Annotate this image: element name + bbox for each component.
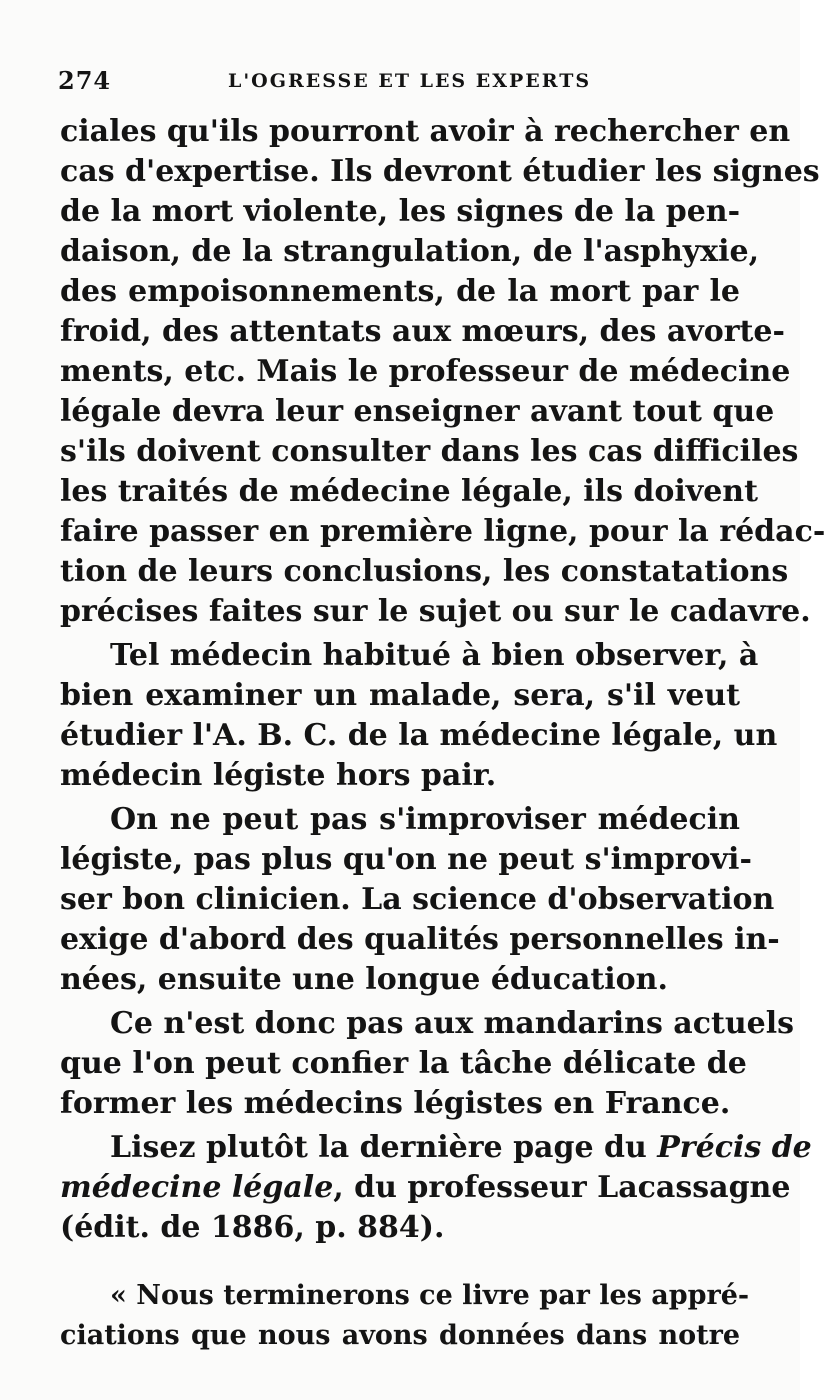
- text-line: tion de leurs conclusions, les constatations: [60, 554, 789, 589]
- text-run: Lisez plutôt la dernière page du: [110, 1130, 658, 1165]
- book-title-part: médecine légale: [60, 1170, 334, 1205]
- text-line: les traités de médecine légale, ils doivent: [60, 474, 758, 509]
- text-line: exige d'abord des qualités personnelles in-: [60, 922, 780, 957]
- paragraph-3: [60, 800, 780, 1000]
- text-line: de la mort violente, les signes de la pen-: [60, 194, 741, 229]
- book-title-part: Précis de: [657, 1130, 812, 1165]
- text-line: (édit. de 1886, p. 884).: [60, 1210, 445, 1245]
- paragraph-1: [60, 112, 825, 632]
- text-line: Ce n'est donc pas aux mandarins actuels: [110, 1006, 795, 1041]
- text-line: des empoisonnements, de la mort par le: [60, 274, 740, 309]
- text-run: , du professeur Lacassagne: [333, 1170, 791, 1205]
- text-line: On ne peut pas s'improviser médecin: [110, 802, 740, 837]
- text-line: cas d'expertise. Ils devront étudier les signes: [60, 154, 820, 189]
- text-line: former les médecins légistes en France.: [60, 1086, 731, 1121]
- text-line: ciales qu'ils pourront avoir à rechercher en: [60, 114, 791, 149]
- text-line: que l'on peut confier la tâche délicate de: [60, 1046, 747, 1081]
- body-text: [60, 112, 825, 1356]
- text-line: daison, de la strangulation, de l'asphyxie,: [60, 234, 760, 269]
- paragraph-4: [60, 1004, 795, 1124]
- text-line: légiste, pas plus qu'on ne peut s'improvi-: [60, 842, 752, 877]
- text-line: Tel médecin habitué à bien observer, à: [110, 638, 759, 673]
- text-line: [60, 1128, 812, 1168]
- text-line: faire passer en première ligne, pour la rédac-: [60, 514, 825, 549]
- text-line: froid, des attentats aux mœurs, des avorte-: [60, 314, 785, 349]
- text-line: médecin légiste hors pair.: [60, 758, 497, 793]
- text-line: ciations que nous avons données dans notre: [60, 1320, 740, 1351]
- text-line: étudier l'A. B. C. de la médecine légale, un: [60, 718, 778, 753]
- paragraph-2: [60, 636, 778, 796]
- paragraph-5: [60, 1128, 812, 1248]
- text-line: ser bon clinicien. La science d'observation: [60, 882, 775, 917]
- quotation: [60, 1276, 750, 1356]
- page-header: [58, 66, 758, 106]
- text-line: nées, ensuite une longue éducation.: [60, 962, 668, 997]
- page-number: 274: [58, 66, 112, 95]
- text-line: bien examiner un malade, sera, s'il veut: [60, 678, 740, 713]
- text-line: « Nous terminerons ce livre par les appré-: [110, 1280, 750, 1311]
- text-line: précises faites sur le sujet ou sur le cadavre.: [60, 594, 811, 629]
- text-line: [60, 1168, 791, 1208]
- text-line: ments, etc. Mais le professeur de médecine: [60, 354, 791, 389]
- text-line: légale devra leur enseigner avant tout que: [60, 394, 775, 429]
- text-line: s'ils doivent consulter dans les cas difficiles: [60, 434, 799, 469]
- running-title: L'OGRESSE ET LES EXPERTS: [228, 70, 592, 92]
